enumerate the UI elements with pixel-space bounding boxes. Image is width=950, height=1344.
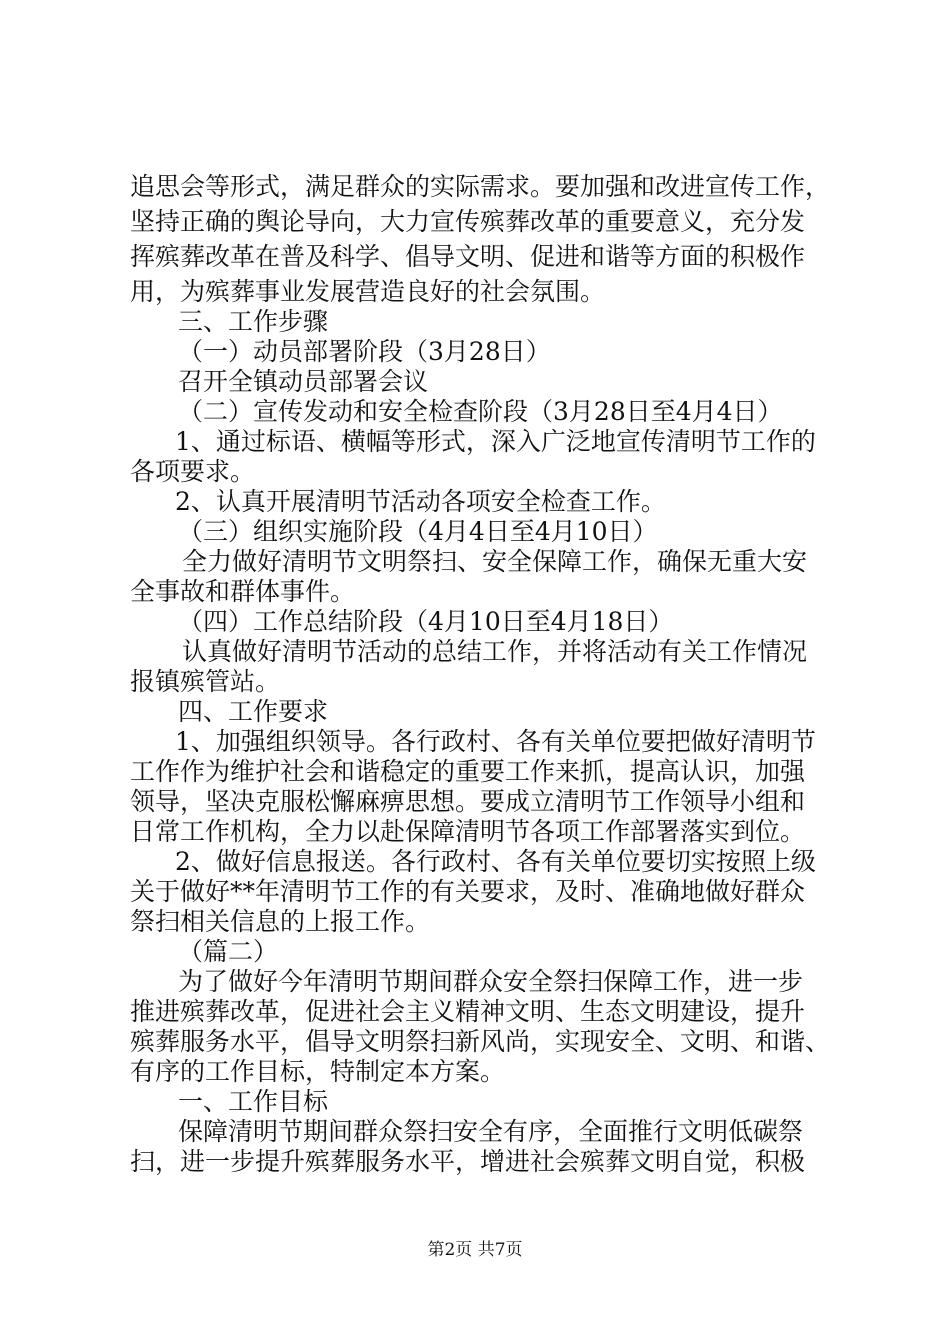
text-line: 保障清明节期间群众祭扫安全有序，全面推行文明低碳祭 xyxy=(178,1117,804,1146)
text-line: 追思会等形式，满足群众的实际需求。要加强和改进宣传工作， xyxy=(130,172,831,201)
subsection-heading: （三）组织实施阶段（4月4日至4月10日） xyxy=(178,517,658,546)
text-line: 召开全镇动员部署会议 xyxy=(178,367,429,396)
text-line: 领导，坚决克服松懈麻痹思想。要成立清明节工作领导小组和 xyxy=(130,787,806,816)
text-line: 各项要求。 xyxy=(130,457,256,486)
text-line: 有序的工作目标，特制定本方案。 xyxy=(130,1057,506,1086)
text-line: 报镇殡管站。 xyxy=(130,667,281,696)
text-line: 用，为殡葬事业发展营造良好的社会氛围。 xyxy=(130,277,606,306)
text-line: 关于做好**年清明节工作的有关要求，及时、准确地做好群众 xyxy=(130,877,806,906)
text-line: 坚持正确的舆论导向，大力宣传殡葬改革的重要意义，充分发 xyxy=(130,207,806,236)
section-heading: 三、工作步骤 xyxy=(178,307,329,336)
subsection-heading: （一）动员部署阶段（3月28日） xyxy=(178,337,551,366)
text-line: 认真做好清明节活动的总结工作，并将活动有关工作情况 xyxy=(182,637,808,666)
text-line: 为了做好今年清明节期间群众安全祭扫保障工作，进一步 xyxy=(178,967,804,996)
text-line: 1、通过标语、横幅等形式，深入广泛地宣传清明节工作的 xyxy=(175,427,816,456)
text-line: 祭扫相关信息的上报工作。 xyxy=(130,907,431,936)
text-line: 日常工作机构，全力以赴保障清明节各项工作部署落实到位。 xyxy=(130,817,806,846)
text-line: 全事故和群体事件。 xyxy=(130,577,356,606)
text-line: 殡葬服务水平，倡导文明祭扫新风尚，实现安全、文明、和谐、 xyxy=(130,1027,831,1056)
section-heading: 四、工作要求 xyxy=(178,697,329,726)
text-line: 全力做好清明节文明祭扫、安全保障工作，确保无重大安 xyxy=(182,547,808,576)
text-line: 2、做好信息报送。各行政村、各有关单位要切实按照上级 xyxy=(175,847,816,876)
text-line: 扫，进一步提升殡葬服务水平，增进社会殡葬文明自觉，积极 xyxy=(130,1147,806,1176)
text-line: 2、认真开展清明节活动各项安全检查工作。 xyxy=(175,487,666,516)
page-number-label: 第2页 共7页 xyxy=(427,1240,523,1260)
text-line: 1、加强组织领导。各行政村、各有关单位要把做好清明节 xyxy=(175,727,816,756)
text-line: 工作作为维护社会和谐稳定的重要工作来抓，提高认识，加强 xyxy=(130,757,806,786)
text-line: 推进殡葬改革，促进社会主义精神文明、生态文明建设，提升 xyxy=(130,997,806,1026)
section-heading: （篇二） xyxy=(178,937,279,966)
page-footer xyxy=(0,1238,950,1262)
subsection-heading: （四）工作总结阶段（4月10日至4月18日） xyxy=(178,607,674,636)
subsection-heading: （二）宣传发动和安全检查阶段（3月28日至4月4日） xyxy=(178,397,783,426)
section-heading: 一、工作目标 xyxy=(178,1087,329,1116)
text-line: 挥殡葬改革在普及科学、倡导文明、促进和谐等方面的积极作 xyxy=(130,242,806,271)
